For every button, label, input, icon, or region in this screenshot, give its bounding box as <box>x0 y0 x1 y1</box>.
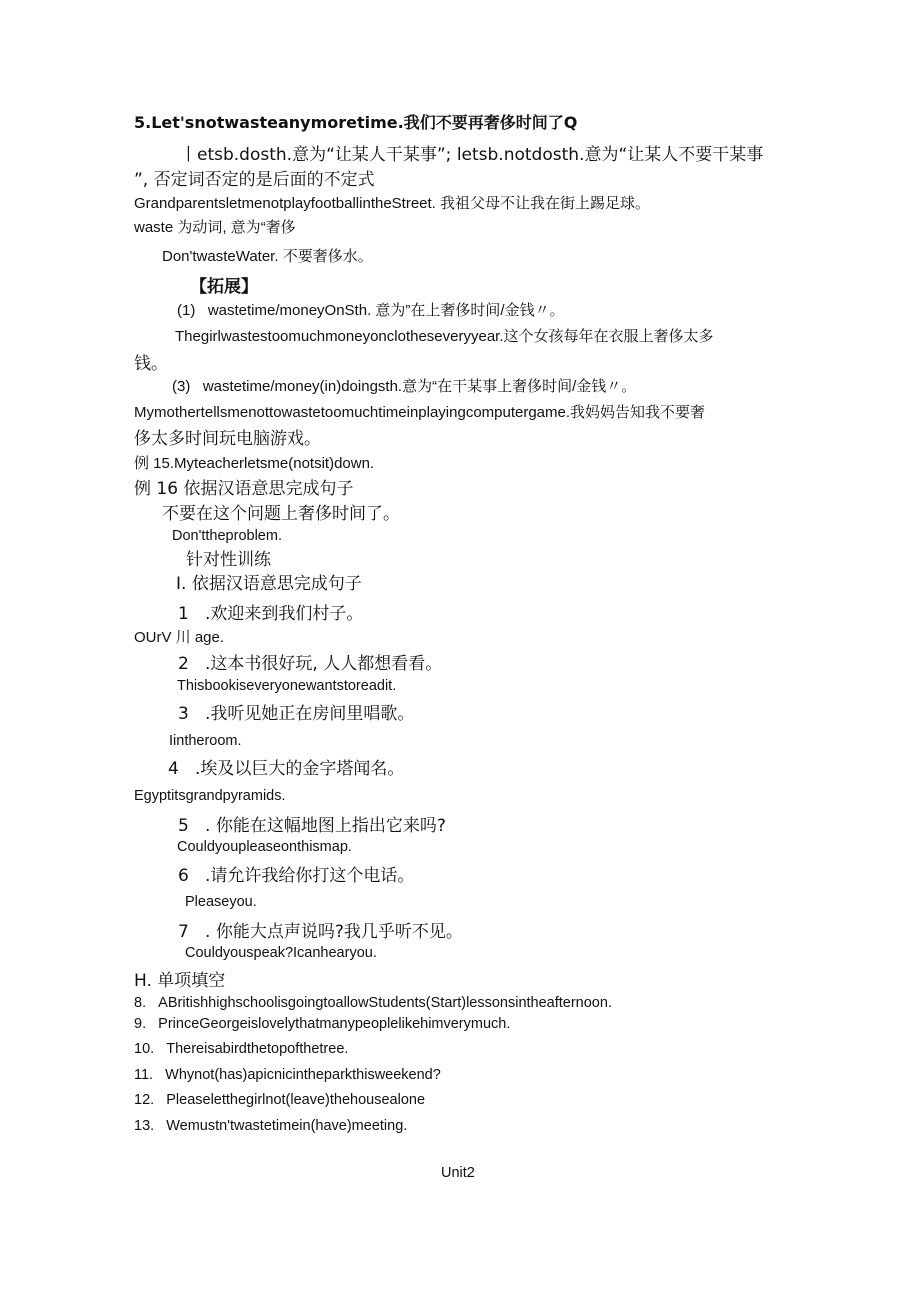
question-2: 2 .这本书很好玩, 人人都想看看。 <box>178 654 443 674</box>
section-heading: 5.Let'snotwasteanymoretime.我们不要再奢侈时间了Q <box>134 113 578 132</box>
example-15: 例 15.Myteacherletsme(notsit)down. <box>134 455 375 472</box>
question-6: 6 .请允许我给你打这个电话。 <box>178 866 415 886</box>
question-4: 4 .埃及以巨大的金字塔闻名。 <box>168 759 405 779</box>
question-12: 12. Pleaseletthegirlnot(leave)thehousealone <box>134 1092 426 1108</box>
example-sentence-cont: 钱。 <box>134 354 168 374</box>
example-sentence-cont: 侈太多时间玩电脑游戏。 <box>134 429 321 449</box>
example-16-prompt: 不要在这个问题上奢侈时间了。 <box>162 504 400 524</box>
question-7-answer: Couldyouspeak?Icanhearyou. <box>185 945 377 961</box>
example-16-answer-line: Don'ttheproblem. <box>172 528 282 544</box>
waste-definition: waste 为动词, 意为“奢侈 <box>134 219 296 236</box>
question-1: 1 .欢迎来到我们村子。 <box>178 604 364 624</box>
usage-item: (3) wastetime/money(in)doingsth.意为“在干某事上奢侈时间/金钱〃。 <box>172 378 637 395</box>
question-3-answer: Iintheroom. <box>169 733 242 749</box>
example-sentence: GrandparentsletmenotplayfootballintheStreet. 我祖父母不让我在街上踢足球。 <box>134 195 651 212</box>
page-footer: Unit2 <box>441 1165 475 1181</box>
grammar-note-cont: ”, 否定词否定的是后面的不定式 <box>134 170 375 190</box>
question-9: 9. PrinceGeorgeislovelythatmanypeoplelikehimverymuch. <box>134 1016 511 1032</box>
part-ii-heading: H. 单项填空 <box>134 971 226 991</box>
example-sentence: Thegirlwastestoomuchmoneyonclotheseveryyear.这个女孩每年在衣服上奢侈太多 <box>175 328 714 345</box>
question-3: 3 .我听见她正在房间里唱歌。 <box>178 704 415 724</box>
extension-heading: 【拓展】 <box>190 277 258 297</box>
question-13: 13. Wemustn'twastetimein(have)meeting. <box>134 1118 408 1134</box>
question-11: 11. Whynot(has)apicnicintheparkthisweekend? <box>134 1067 441 1083</box>
usage-item: (1) wastetime/moneyOnSth. 意为”在上奢侈时间/金钱〃。 <box>177 302 565 319</box>
grammar-note: 丨etsb.dosth.意为“让某人干某事”; letsb.notdosth.意为“让某人不要干某事 <box>180 145 764 165</box>
practice-heading: 针对性训练 <box>186 550 271 570</box>
part-i-heading: I. 依据汉语意思完成句子 <box>176 574 362 594</box>
question-5-answer: Couldyoupleaseonthismap. <box>177 839 352 855</box>
question-1-answer: OUrV 川 age. <box>134 629 225 646</box>
question-6-answer: Pleaseyou. <box>185 894 257 910</box>
question-10: 10. Thereisabirdthetopofthetree. <box>134 1041 349 1057</box>
question-8: 8. ABritishhighschoolisgoingtoallowStudents(Start)lessonsintheafternoon. <box>134 995 612 1011</box>
example-sentence: Don'twasteWater. 不要奢侈水。 <box>162 248 373 265</box>
question-4-answer: Egyptitsgrandpyramids. <box>134 788 286 804</box>
example-16: 例 16 依据汉语意思完成句子 <box>134 479 354 499</box>
example-sentence: Mymothertellsmenottowastetoomuchtimeinplayingcomputergame.我妈妈告知我不要奢 <box>134 404 706 421</box>
question-5: 5 . 你能在这幅地图上指出它来吗? <box>178 816 446 836</box>
question-2-answer: Thisbookiseveryonewantstoreadit. <box>177 678 397 694</box>
question-7: 7 . 你能大点声说吗?我几乎听不见。 <box>178 922 463 942</box>
